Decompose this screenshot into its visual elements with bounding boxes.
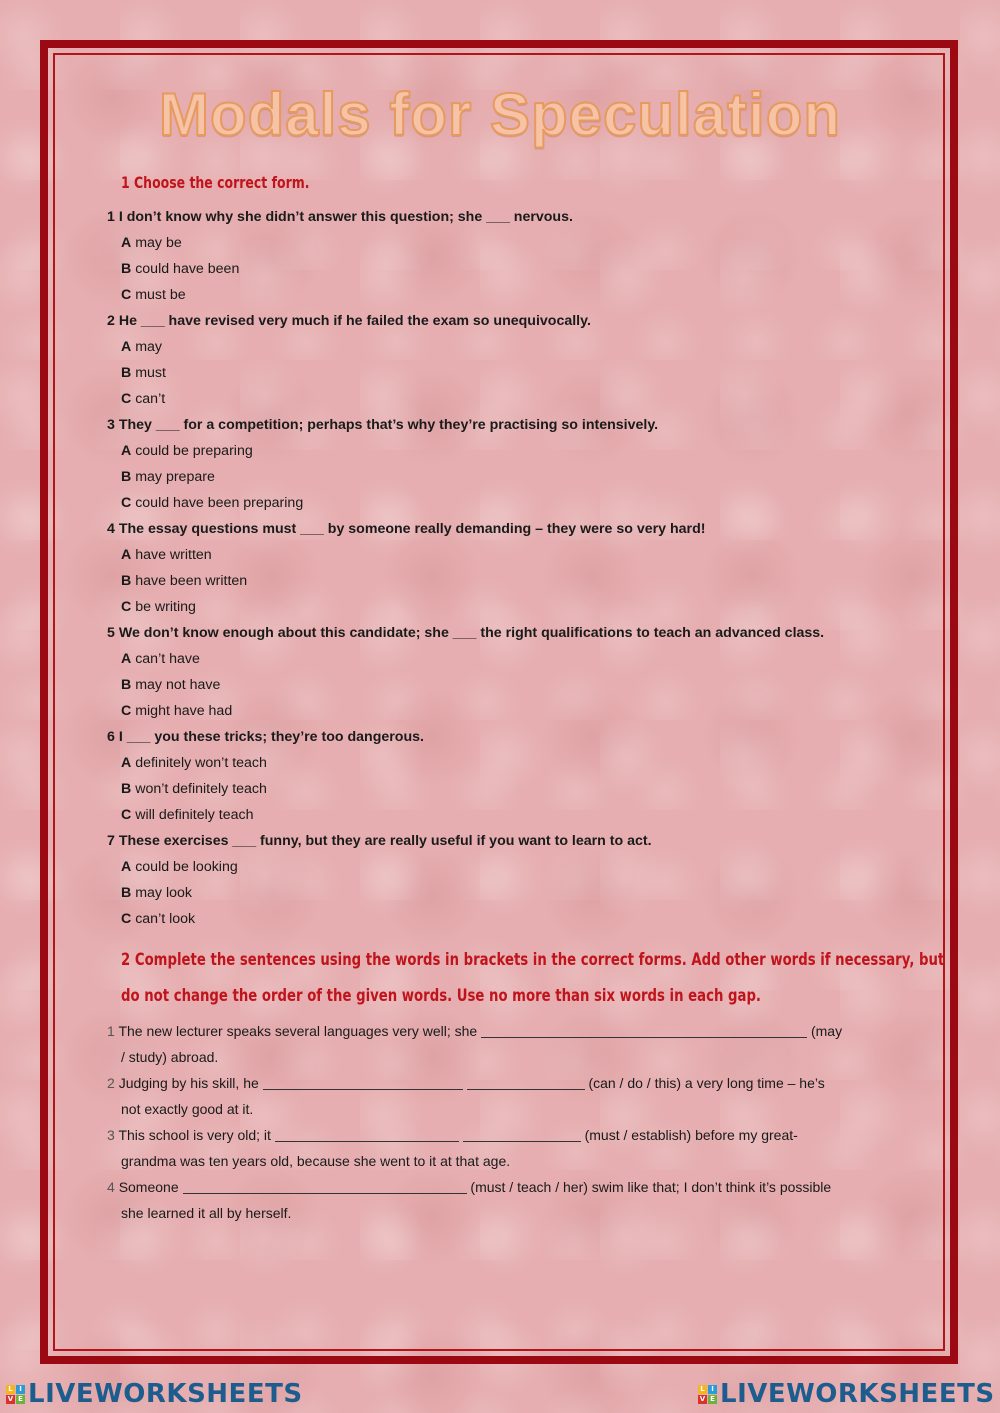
sentence-text-before: This school is very old; it <box>118 1127 271 1143</box>
option-letter: C <box>121 911 132 927</box>
option-letter: B <box>121 885 132 901</box>
option-text: may prepare <box>135 469 215 485</box>
sentence-text-before: The new lecturer speaks several languages very well; she <box>118 1023 478 1039</box>
answer-gap[interactable] <box>467 1073 585 1090</box>
option-text: could have been preparing <box>135 495 304 511</box>
section1-heading: 1 Choose the correct form. <box>121 173 310 192</box>
option-letter: A <box>121 235 132 251</box>
sentence-continuation: grandma was ten years old, because she went to it at that age. <box>121 1153 511 1169</box>
option-text: can’t look <box>135 911 196 927</box>
option-letter: B <box>121 781 132 797</box>
option-text: must <box>135 365 166 381</box>
answer-option[interactable] <box>121 490 887 516</box>
question-1: 1 I don’t know why she didn’t answer this question; she ___ nervous. <box>107 209 573 225</box>
option-letter: C <box>121 807 132 823</box>
option-letter: A <box>121 443 132 459</box>
answer-option[interactable] <box>121 230 887 256</box>
sentence-4 <box>107 1174 887 1200</box>
answer-option[interactable] <box>121 464 887 490</box>
option-text: can’t <box>135 391 166 407</box>
option-letter: C <box>121 599 132 615</box>
answer-gap[interactable] <box>183 1177 467 1194</box>
answer-option[interactable] <box>121 854 887 880</box>
sentence-text-before: Judging by his skill, he <box>118 1075 259 1091</box>
option-text: must be <box>135 287 186 303</box>
answer-option[interactable] <box>121 906 887 932</box>
option-text: won’t definitely teach <box>135 781 267 797</box>
answer-option[interactable] <box>121 282 887 308</box>
answer-option[interactable] <box>121 542 887 568</box>
answer-option[interactable] <box>121 386 887 412</box>
option-text: could be preparing <box>135 443 253 459</box>
option-text: will definitely teach <box>135 807 254 823</box>
sentence-3 <box>107 1122 887 1148</box>
section2 <box>107 942 945 1226</box>
question-5: 5 We don’t know enough about this candidate; she ___ the right qualifications to teach an advanced class. <box>107 625 825 641</box>
section2-heading-line2: do not change the order of the given words. Use no more than six words in each gap. <box>121 986 761 1006</box>
question-6: 6 I ___ you these tricks; they’re too dangerous. <box>107 729 424 745</box>
answer-gap[interactable] <box>275 1125 459 1142</box>
sentence-1 <box>107 1018 887 1044</box>
sentence-continuation: not exactly good at it. <box>121 1101 254 1117</box>
option-letter: C <box>121 391 132 407</box>
footer-logo-left <box>6 1376 303 1412</box>
answer-option[interactable] <box>121 750 887 776</box>
option-letter: C <box>121 495 132 511</box>
option-text: have been written <box>135 573 248 589</box>
worksheet-title: Modals for Speculation <box>158 81 842 148</box>
section2-heading-line1: 2 Complete the sentences using the words in brackets in the correct forms. Add other words if necessary, but <box>121 950 945 970</box>
footer-logo-right <box>698 1376 995 1412</box>
answer-option[interactable] <box>121 594 887 620</box>
answer-gap[interactable] <box>481 1021 807 1038</box>
question-2: 2 He ___ have revised very much if he failed the exam so unequivocally. <box>107 313 591 329</box>
answer-option[interactable] <box>121 698 887 724</box>
answer-gap[interactable] <box>463 1125 581 1142</box>
option-text: have written <box>135 547 212 563</box>
option-letter: B <box>121 677 132 693</box>
option-letter: C <box>121 287 132 303</box>
option-letter: A <box>121 859 132 875</box>
option-letter: C <box>121 703 132 719</box>
option-text: may <box>135 339 163 355</box>
sentence-text-after: (may <box>810 1023 843 1039</box>
logo-icon: L I V E <box>698 1385 717 1404</box>
option-letter: A <box>121 651 132 667</box>
option-letter: A <box>121 339 132 355</box>
option-text: may not have <box>135 677 221 693</box>
answer-option[interactable] <box>121 802 887 828</box>
question-3: 3 They ___ for a competition; perhaps that’s why they’re practising so intensively. <box>107 417 659 433</box>
answer-option[interactable] <box>121 646 887 672</box>
brand-text: LIVEWORKSHEETS <box>28 1379 303 1409</box>
answer-option[interactable] <box>121 256 887 282</box>
option-letter: A <box>121 547 132 563</box>
sentence-number: 1 <box>107 1023 115 1039</box>
sentence-continuation: / study) abroad. <box>121 1049 219 1065</box>
sentence-number: 4 <box>107 1179 115 1195</box>
option-text: may look <box>135 885 192 901</box>
question-7: 7 These exercises ___ funny, but they are really useful if you want to learn to act. <box>107 833 652 849</box>
option-letter: A <box>121 755 132 771</box>
sentence-2 <box>107 1070 887 1096</box>
answer-option[interactable] <box>121 360 887 386</box>
sentence-number: 2 <box>107 1075 115 1091</box>
sentence-text-after: (must / teach / her) swim like that; I don’t think it’s possible <box>470 1179 832 1195</box>
option-text: might have had <box>135 703 233 719</box>
sentence-continuation: she learned it all by herself. <box>121 1205 292 1221</box>
answer-option[interactable] <box>121 776 887 802</box>
logo-icon: L I V E <box>6 1385 25 1404</box>
option-text: could have been <box>135 261 240 277</box>
answer-option[interactable] <box>121 568 887 594</box>
option-letter: B <box>121 573 132 589</box>
option-text: can’t have <box>135 651 200 667</box>
sentence-text-after: (can / do / this) a very long time – he’s <box>588 1075 825 1091</box>
option-text: may be <box>135 235 182 251</box>
option-text: could be looking <box>135 859 238 875</box>
option-text: be writing <box>135 599 196 615</box>
option-letter: B <box>121 365 132 381</box>
sentence-text-before: Someone <box>118 1179 179 1195</box>
sentence-number: 3 <box>107 1127 115 1143</box>
answer-gap[interactable] <box>263 1073 463 1090</box>
answer-option[interactable] <box>121 438 887 464</box>
answer-option[interactable] <box>121 672 887 698</box>
option-text: definitely won’t teach <box>135 755 267 771</box>
brand-text: LIVEWORKSHEETS <box>720 1379 995 1409</box>
question-4: 4 The essay questions must ___ by someone really demanding – they were so very hard! <box>107 521 706 537</box>
worksheet-content <box>107 168 945 1226</box>
sentence-list <box>107 1018 887 1226</box>
question-list <box>107 204 887 932</box>
answer-option[interactable] <box>121 880 887 906</box>
option-letter: B <box>121 469 132 485</box>
answer-option[interactable] <box>121 334 887 360</box>
option-letter: B <box>121 261 132 277</box>
sentence-text-after: (must / establish) before my great- <box>584 1127 798 1143</box>
